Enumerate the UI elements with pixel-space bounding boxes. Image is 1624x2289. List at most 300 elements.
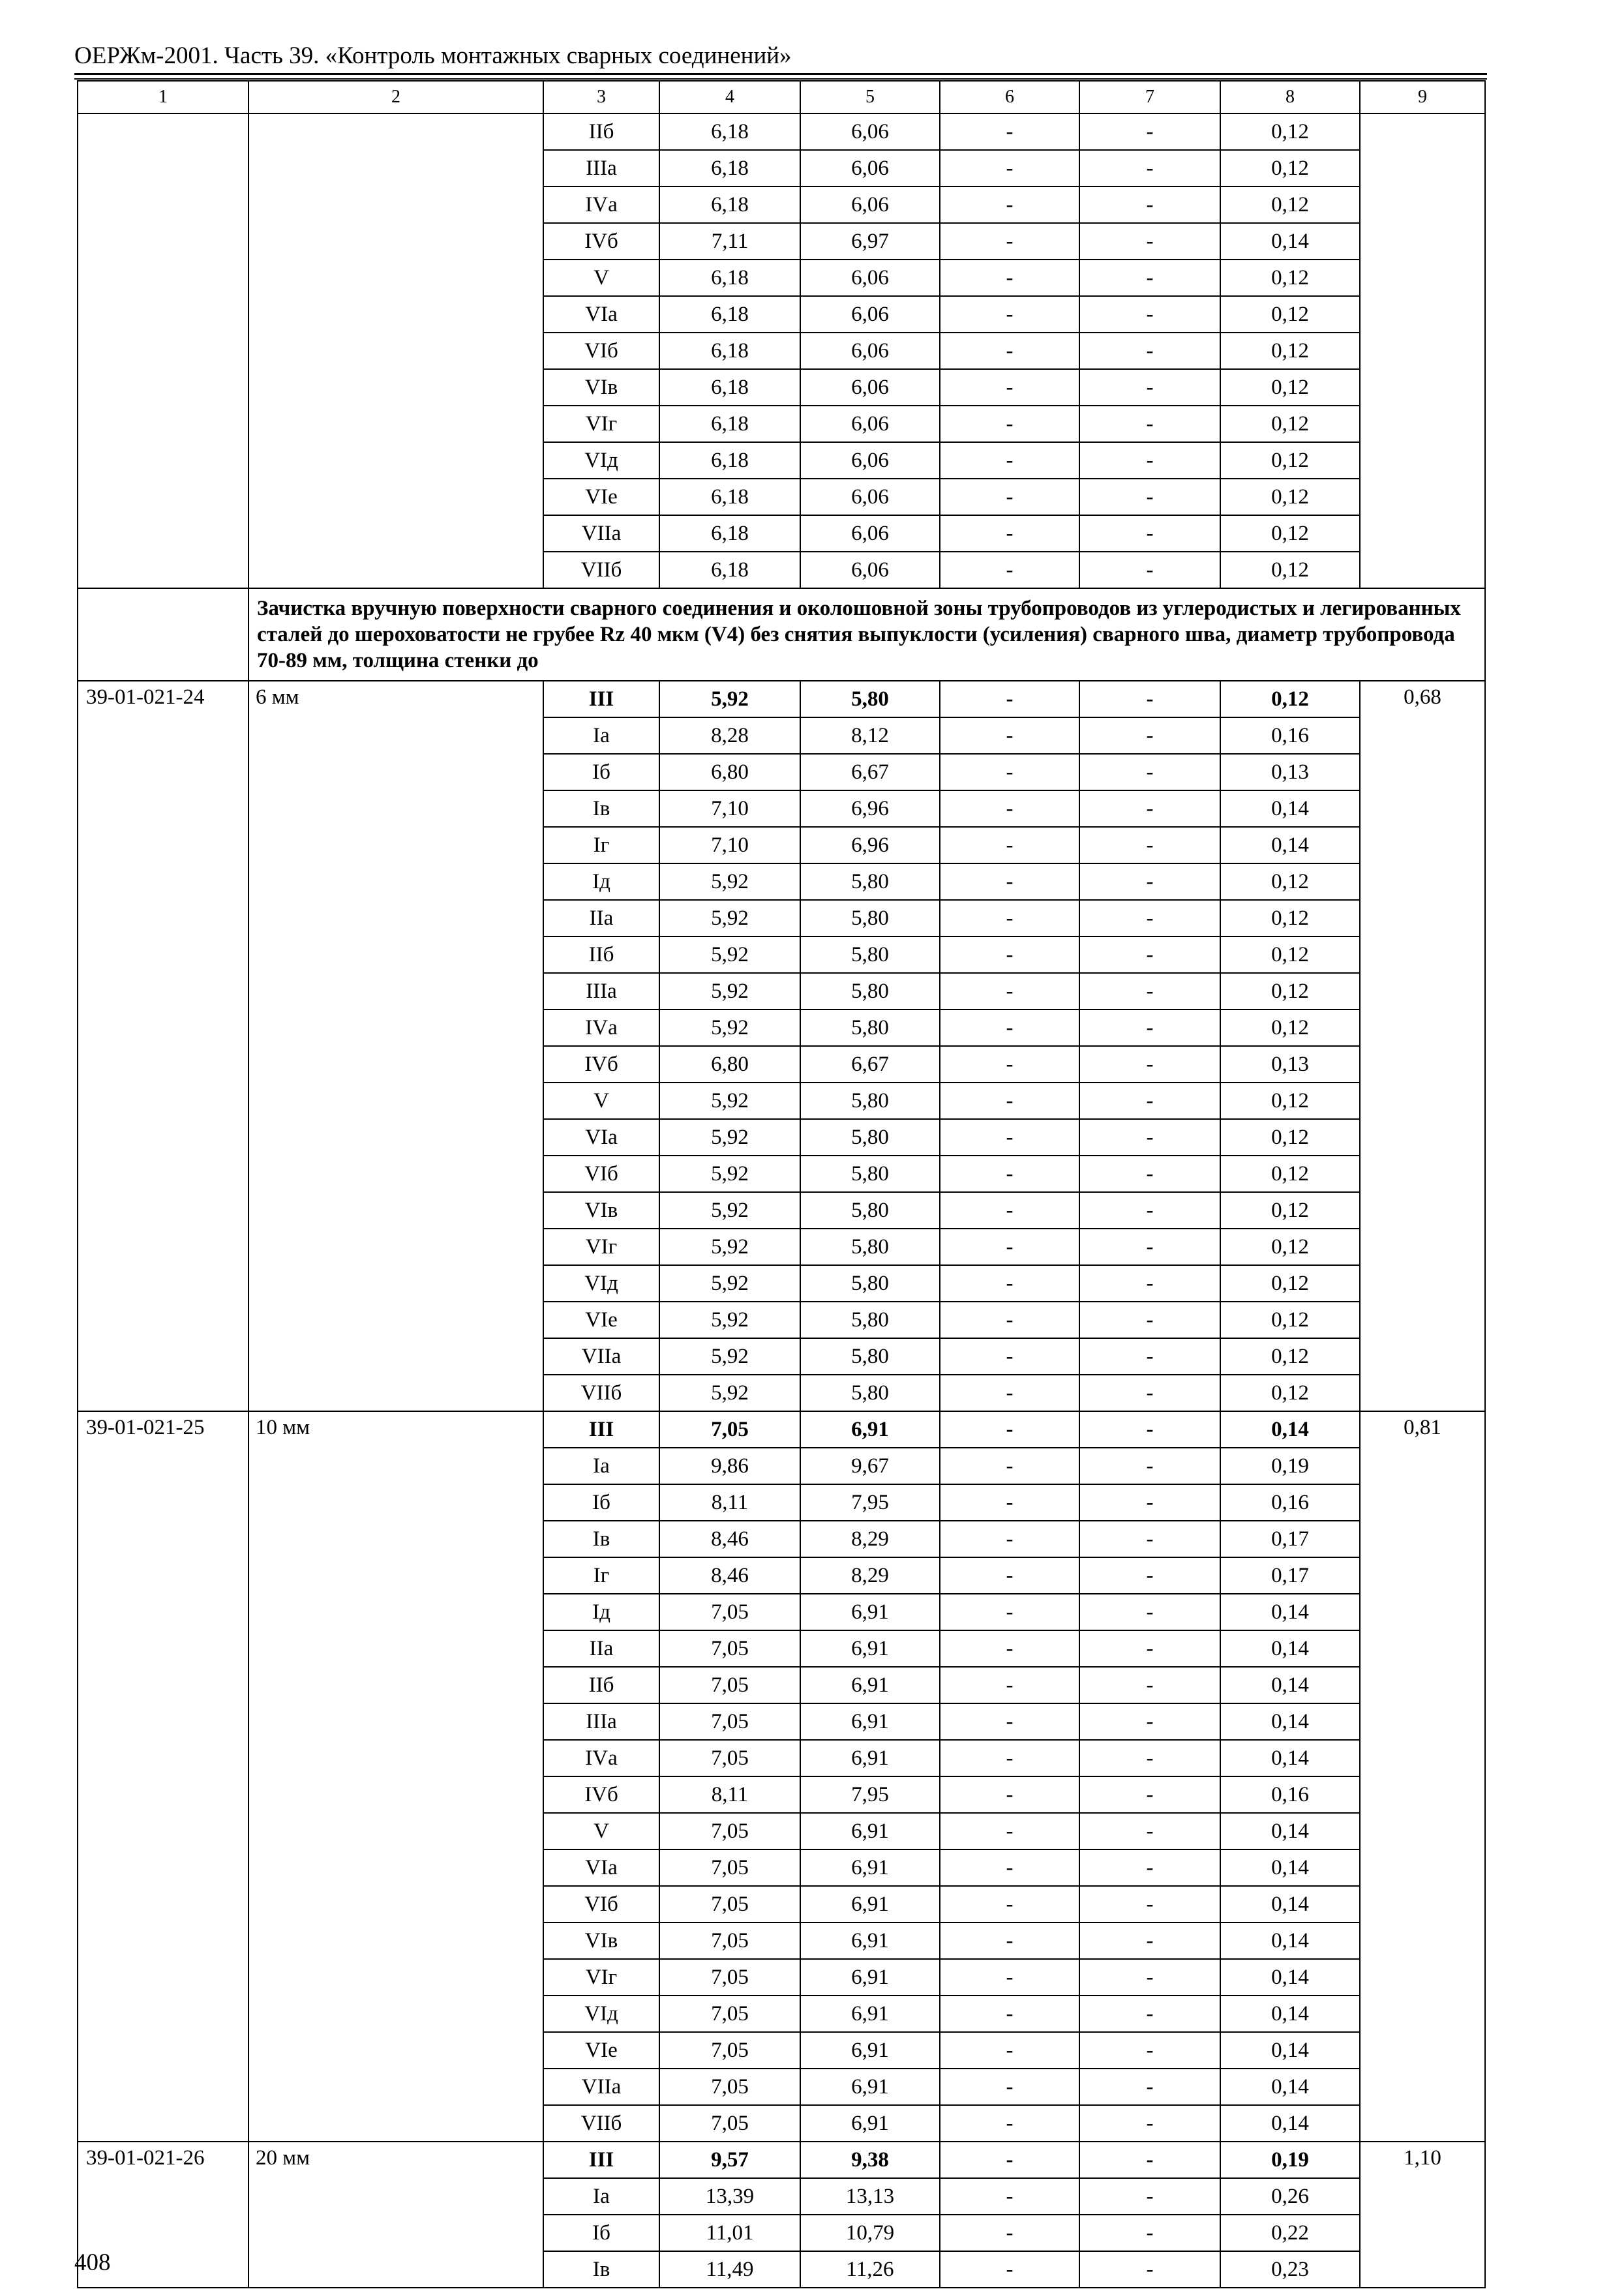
page-number: 408 [74, 2249, 111, 2276]
data-cell: 9,67 [800, 1448, 940, 1484]
data-cell: 7,05 [659, 2069, 800, 2105]
data-cell: - [1079, 369, 1220, 406]
data-cell: 6,91 [800, 2105, 940, 2142]
data-cell: 5,80 [800, 681, 940, 717]
data-cell: 5,92 [659, 1010, 800, 1046]
data-cell: VIб [543, 1886, 659, 1922]
data-cell: 5,80 [800, 900, 940, 936]
data-cell: - [940, 150, 1079, 187]
data-cell: IIIа [543, 150, 659, 187]
data-cell: - [940, 1813, 1079, 1849]
data-cell: IIб [543, 1667, 659, 1703]
data-cell: - [1079, 1630, 1220, 1667]
data-cell: 5,80 [800, 1010, 940, 1046]
data-cell: 0,12 [1220, 1338, 1360, 1375]
data-cell: - [940, 1959, 1079, 1996]
data-cell: - [1079, 1849, 1220, 1886]
data-cell: - [940, 717, 1079, 754]
data-cell: III [543, 2142, 659, 2178]
data-cell: - [1079, 754, 1220, 790]
data-cell: IVб [543, 223, 659, 260]
data-cell: 5,92 [659, 1265, 800, 1302]
data-cell: - [1079, 863, 1220, 900]
data-cell: - [940, 754, 1079, 790]
data-cell: 0,14 [1220, 1740, 1360, 1776]
data-cell: VIв [543, 1922, 659, 1959]
data-cell: - [1079, 1703, 1220, 1740]
data-cell: - [1079, 1192, 1220, 1229]
data-cell: 5,92 [659, 1302, 800, 1338]
data-cell: - [1079, 1484, 1220, 1521]
data-cell: 6,91 [800, 1996, 940, 2032]
rate-value: 1,10 [1360, 2142, 1485, 2288]
data-cell: 0,14 [1220, 1849, 1360, 1886]
data-cell: IIб [543, 113, 659, 150]
data-cell: 0,12 [1220, 863, 1360, 900]
data-cell: 6,06 [800, 296, 940, 333]
column-number: 6 [940, 81, 1079, 113]
data-cell: 7,05 [659, 1886, 800, 1922]
data-cell: 0,12 [1220, 973, 1360, 1010]
data-cell: - [940, 2032, 1079, 2069]
data-cell: VIе [543, 2032, 659, 2069]
data-cell: - [1079, 790, 1220, 827]
data-cell: - [940, 1630, 1079, 1667]
data-cell: 6,91 [800, 1849, 940, 1886]
data-cell: - [940, 1776, 1079, 1813]
data-cell: - [1079, 827, 1220, 863]
data-cell: 6,91 [800, 1703, 940, 1740]
data-cell: 6,18 [659, 296, 800, 333]
data-cell: VIа [543, 1119, 659, 1156]
data-cell: 5,80 [800, 936, 940, 973]
data-cell: 5,92 [659, 1083, 800, 1119]
data-cell: 0,12 [1220, 406, 1360, 442]
norm-code: 39-01-021-25 [78, 1411, 248, 2142]
data-cell: 0,12 [1220, 1265, 1360, 1302]
data-cell: - [1079, 333, 1220, 369]
data-cell: V [543, 260, 659, 296]
data-cell: 5,92 [659, 863, 800, 900]
data-cell: - [940, 1265, 1079, 1302]
data-cell: 0,14 [1220, 2105, 1360, 2142]
data-cell: 0,17 [1220, 1557, 1360, 1594]
data-cell: 0,12 [1220, 552, 1360, 588]
thickness-cell-empty [248, 113, 543, 588]
data-cell: - [1079, 1594, 1220, 1630]
data-cell: V [543, 1083, 659, 1119]
data-cell: - [940, 1594, 1079, 1630]
data-cell: 5,92 [659, 1192, 800, 1229]
data-cell: 7,10 [659, 790, 800, 827]
data-cell: - [940, 936, 1079, 973]
data-cell: - [1079, 1740, 1220, 1776]
data-cell: VIв [543, 369, 659, 406]
page-title: ОЕРЖм-2001. Часть 39. «Контроль монтажных сварных соединений» [74, 42, 792, 69]
data-cell: 6,06 [800, 442, 940, 479]
data-cell: - [940, 2251, 1079, 2288]
data-cell: - [940, 827, 1079, 863]
data-cell: - [940, 1411, 1079, 1448]
data-cell: - [940, 1302, 1079, 1338]
data-cell: 6,18 [659, 113, 800, 150]
wall-thickness: 6 мм [248, 681, 543, 1411]
data-cell: - [940, 260, 1079, 296]
data-cell: - [1079, 1411, 1220, 1448]
data-cell: 7,05 [659, 1594, 800, 1630]
data-cell: 0,12 [1220, 1010, 1360, 1046]
data-cell: IVа [543, 1010, 659, 1046]
data-cell: - [940, 515, 1079, 552]
data-cell: III [543, 1411, 659, 1448]
data-cell: - [940, 900, 1079, 936]
data-cell: 6,18 [659, 150, 800, 187]
data-cell: 7,05 [659, 1849, 800, 1886]
data-cell: - [940, 1740, 1079, 1776]
data-cell: 6,18 [659, 479, 800, 515]
table-row [78, 113, 1485, 150]
data-cell: 7,05 [659, 1813, 800, 1849]
data-cell: - [1079, 2105, 1220, 2142]
data-cell: 0,12 [1220, 936, 1360, 973]
data-cell: - [940, 1484, 1079, 1521]
data-cell: - [1079, 1083, 1220, 1119]
data-cell: 7,10 [659, 827, 800, 863]
data-cell: 0,14 [1220, 2032, 1360, 2069]
data-cell: 0,14 [1220, 1959, 1360, 1996]
data-cell: 6,06 [800, 369, 940, 406]
data-cell: - [940, 1886, 1079, 1922]
column-number-row [78, 81, 1485, 113]
data-cell: 6,06 [800, 479, 940, 515]
data-cell: - [1079, 2215, 1220, 2251]
data-cell: - [940, 1119, 1079, 1156]
data-cell: - [940, 2215, 1079, 2251]
data-cell: - [940, 296, 1079, 333]
data-cell: - [940, 187, 1079, 223]
data-cell: 0,22 [1220, 2215, 1360, 2251]
data-cell: 6,91 [800, 1594, 940, 1630]
data-cell: 8,29 [800, 1521, 940, 1557]
section-row [78, 588, 1485, 681]
data-cell: 5,92 [659, 1375, 800, 1411]
data-cell: 6,96 [800, 827, 940, 863]
data-cell: - [940, 1156, 1079, 1192]
data-cell: 6,06 [800, 552, 940, 588]
data-cell: - [1079, 296, 1220, 333]
data-cell: VIг [543, 1229, 659, 1265]
data-cell: Iа [543, 717, 659, 754]
data-cell: VIе [543, 1302, 659, 1338]
data-cell: - [1079, 2251, 1220, 2288]
data-cell: - [1079, 1448, 1220, 1484]
wall-thickness: 20 мм [248, 2142, 543, 2288]
data-cell: 7,95 [800, 1776, 940, 1813]
data-cell: 6,91 [800, 1630, 940, 1667]
data-cell: 8,12 [800, 717, 940, 754]
data-cell: - [1079, 2178, 1220, 2215]
data-cell: - [940, 1922, 1079, 1959]
data-cell: - [940, 790, 1079, 827]
data-cell: - [940, 1010, 1079, 1046]
data-cell: 5,92 [659, 900, 800, 936]
data-cell: 6,18 [659, 406, 800, 442]
data-cell: 5,92 [659, 1338, 800, 1375]
data-cell: 6,18 [659, 187, 800, 223]
data-cell: 7,05 [659, 2032, 800, 2069]
data-cell: 6,80 [659, 1046, 800, 1083]
data-cell: 6,97 [800, 223, 940, 260]
data-cell: 5,92 [659, 1229, 800, 1265]
data-cell: Iв [543, 1521, 659, 1557]
data-cell: 0,12 [1220, 479, 1360, 515]
data-cell: 7,05 [659, 2105, 800, 2142]
data-cell: 0,16 [1220, 1484, 1360, 1521]
data-cell: - [1079, 1813, 1220, 1849]
data-cell: - [1079, 1667, 1220, 1703]
data-cell: - [1079, 1557, 1220, 1594]
data-cell: 8,11 [659, 1776, 800, 1813]
data-cell: - [1079, 2032, 1220, 2069]
data-cell: 0,19 [1220, 1448, 1360, 1484]
data-cell: 0,16 [1220, 717, 1360, 754]
data-cell: 6,67 [800, 1046, 940, 1083]
data-cell: 11,26 [800, 2251, 940, 2288]
data-cell: - [940, 1667, 1079, 1703]
column-number: 1 [78, 81, 248, 113]
data-cell: 5,80 [800, 1192, 940, 1229]
data-cell: Iг [543, 827, 659, 863]
data-cell: - [940, 1083, 1079, 1119]
data-cell: - [1079, 187, 1220, 223]
data-cell: 6,91 [800, 1813, 940, 1849]
data-cell: 8,46 [659, 1521, 800, 1557]
data-cell: 0,17 [1220, 1521, 1360, 1557]
data-cell: 0,14 [1220, 1703, 1360, 1740]
data-cell: 0,13 [1220, 754, 1360, 790]
data-cell: Iв [543, 2251, 659, 2288]
data-cell: 6,06 [800, 406, 940, 442]
data-cell: IVб [543, 1046, 659, 1083]
data-cell: 7,05 [659, 1630, 800, 1667]
data-cell: Iг [543, 1557, 659, 1594]
data-cell: - [1079, 1156, 1220, 1192]
rate-value: 0,81 [1360, 1411, 1485, 2142]
data-cell: 0,12 [1220, 333, 1360, 369]
data-cell: 0,14 [1220, 1886, 1360, 1922]
data-cell: 0,19 [1220, 2142, 1360, 2178]
data-cell: 6,80 [659, 754, 800, 790]
data-cell: - [1079, 2069, 1220, 2105]
wall-thickness: 10 мм [248, 1411, 543, 2142]
data-cell: 6,18 [659, 552, 800, 588]
data-cell: 6,96 [800, 790, 940, 827]
data-cell: VIв [543, 1192, 659, 1229]
data-cell: VIг [543, 406, 659, 442]
data-cell: - [940, 1521, 1079, 1557]
data-cell: 0,12 [1220, 150, 1360, 187]
data-cell: 13,39 [659, 2178, 800, 2215]
data-cell: - [940, 1996, 1079, 2032]
rate-value: 0,68 [1360, 681, 1485, 1411]
data-cell: - [940, 1192, 1079, 1229]
data-cell: 5,80 [800, 1302, 940, 1338]
column-number: 7 [1079, 81, 1220, 113]
data-cell: - [1079, 973, 1220, 1010]
norm-code: 39-01-021-26 [78, 2142, 248, 2288]
data-cell: 0,12 [1220, 1156, 1360, 1192]
column-number: 5 [800, 81, 940, 113]
section-description: Зачистка вручную поверхности сварного соединения и околошовной зоны трубопроводов из углеродистых и легированных сталей до шероховатости не грубее Rz 40 мкм (V4) без снятия выпуклости (усиления) сварного шва, диаметр трубопровода 70-89 мм, толщина стенки до [248, 588, 1485, 681]
data-cell: 7,05 [659, 1959, 800, 1996]
norms-table [77, 80, 1486, 2288]
header-rule [74, 73, 1487, 75]
data-cell: Iд [543, 1594, 659, 1630]
data-cell: - [1079, 717, 1220, 754]
data-cell: 9,38 [800, 2142, 940, 2178]
data-cell: 9,57 [659, 2142, 800, 2178]
data-cell: 0,14 [1220, 1594, 1360, 1630]
data-cell: 5,80 [800, 1156, 940, 1192]
data-cell: - [1079, 1302, 1220, 1338]
data-cell: 5,80 [800, 1265, 940, 1302]
data-cell: 0,12 [1220, 187, 1360, 223]
data-cell: 6,18 [659, 333, 800, 369]
data-cell: - [1079, 936, 1220, 973]
data-cell: 5,80 [800, 1375, 940, 1411]
data-cell: VIе [543, 479, 659, 515]
data-cell: Iа [543, 2178, 659, 2215]
table-row [78, 681, 1485, 717]
column-number: 3 [543, 81, 659, 113]
data-cell: 0,23 [1220, 2251, 1360, 2288]
data-cell: - [1079, 406, 1220, 442]
data-cell: 0,12 [1220, 1229, 1360, 1265]
data-cell: 5,80 [800, 1083, 940, 1119]
data-cell: IVб [543, 1776, 659, 1813]
data-cell: Iв [543, 790, 659, 827]
data-cell: VIа [543, 1849, 659, 1886]
data-cell: 6,06 [800, 187, 940, 223]
data-cell: 0,12 [1220, 1375, 1360, 1411]
data-cell: 0,14 [1220, 1996, 1360, 2032]
data-cell: - [1079, 681, 1220, 717]
column-number: 8 [1220, 81, 1360, 113]
norm-code: 39-01-021-24 [78, 681, 248, 1411]
data-cell: - [1079, 900, 1220, 936]
data-cell: - [940, 406, 1079, 442]
data-cell: 7,11 [659, 223, 800, 260]
data-cell: VIIа [543, 1338, 659, 1375]
data-cell: V [543, 1813, 659, 1849]
data-cell: - [940, 442, 1079, 479]
data-cell: - [1079, 150, 1220, 187]
data-cell: - [1079, 1046, 1220, 1083]
data-cell: - [1079, 223, 1220, 260]
data-cell: - [940, 973, 1079, 1010]
data-cell: - [940, 2178, 1079, 2215]
data-cell: 6,18 [659, 515, 800, 552]
data-cell: 0,12 [1220, 1119, 1360, 1156]
data-cell: 0,16 [1220, 1776, 1360, 1813]
data-cell: 7,05 [659, 1411, 800, 1448]
data-cell: 8,28 [659, 717, 800, 754]
data-cell: 7,05 [659, 1922, 800, 1959]
data-cell: - [940, 479, 1079, 515]
data-cell: - [940, 2105, 1079, 2142]
data-cell: 6,06 [800, 150, 940, 187]
data-cell: IIа [543, 1630, 659, 1667]
data-cell: IVа [543, 187, 659, 223]
data-cell: - [940, 1557, 1079, 1594]
data-cell: 7,05 [659, 1740, 800, 1776]
data-cell: - [940, 223, 1079, 260]
data-cell: 5,80 [800, 863, 940, 900]
data-cell: - [1079, 1521, 1220, 1557]
data-cell: 0,12 [1220, 113, 1360, 150]
data-cell: 0,14 [1220, 2069, 1360, 2105]
data-cell: Iд [543, 863, 659, 900]
data-cell: 5,80 [800, 1338, 940, 1375]
data-cell: IIа [543, 900, 659, 936]
data-cell: 13,13 [800, 2178, 940, 2215]
column-number: 9 [1360, 81, 1485, 113]
data-cell: - [940, 2142, 1079, 2178]
data-cell: - [1079, 1886, 1220, 1922]
data-cell: 5,92 [659, 681, 800, 717]
data-cell: - [940, 1703, 1079, 1740]
data-cell: 6,67 [800, 754, 940, 790]
data-cell: - [940, 113, 1079, 150]
data-cell: VIд [543, 1265, 659, 1302]
data-cell: 5,92 [659, 973, 800, 1010]
data-cell: - [1079, 1922, 1220, 1959]
data-cell: 0,26 [1220, 2178, 1360, 2215]
data-cell: 0,14 [1220, 1922, 1360, 1959]
data-cell: 6,91 [800, 1740, 940, 1776]
data-cell: - [940, 1229, 1079, 1265]
data-cell: 0,14 [1220, 223, 1360, 260]
data-cell: Iа [543, 1448, 659, 1484]
data-cell: VIб [543, 1156, 659, 1192]
data-cell: 6,06 [800, 260, 940, 296]
data-cell: - [940, 1375, 1079, 1411]
data-cell: VIIа [543, 2069, 659, 2105]
code-cell-empty [78, 113, 248, 588]
data-cell: 6,91 [800, 2069, 940, 2105]
data-cell: 5,80 [800, 1119, 940, 1156]
data-cell: Iб [543, 2215, 659, 2251]
data-cell: 6,91 [800, 1411, 940, 1448]
data-cell: 5,80 [800, 973, 940, 1010]
data-cell: 0,12 [1220, 1192, 1360, 1229]
section-spacer [78, 588, 248, 681]
data-cell: - [1079, 2142, 1220, 2178]
data-cell: VIд [543, 1996, 659, 2032]
data-cell: - [1079, 1338, 1220, 1375]
data-cell: 6,06 [800, 333, 940, 369]
data-cell: 6,06 [800, 515, 940, 552]
data-cell: 5,80 [800, 1229, 940, 1265]
rate-cell-empty [1360, 113, 1485, 588]
data-cell: 7,95 [800, 1484, 940, 1521]
data-cell: 11,49 [659, 2251, 800, 2288]
data-cell: VIг [543, 1959, 659, 1996]
data-cell: - [940, 369, 1079, 406]
data-cell: 5,92 [659, 1156, 800, 1192]
data-cell: VIб [543, 333, 659, 369]
data-cell: 0,12 [1220, 296, 1360, 333]
